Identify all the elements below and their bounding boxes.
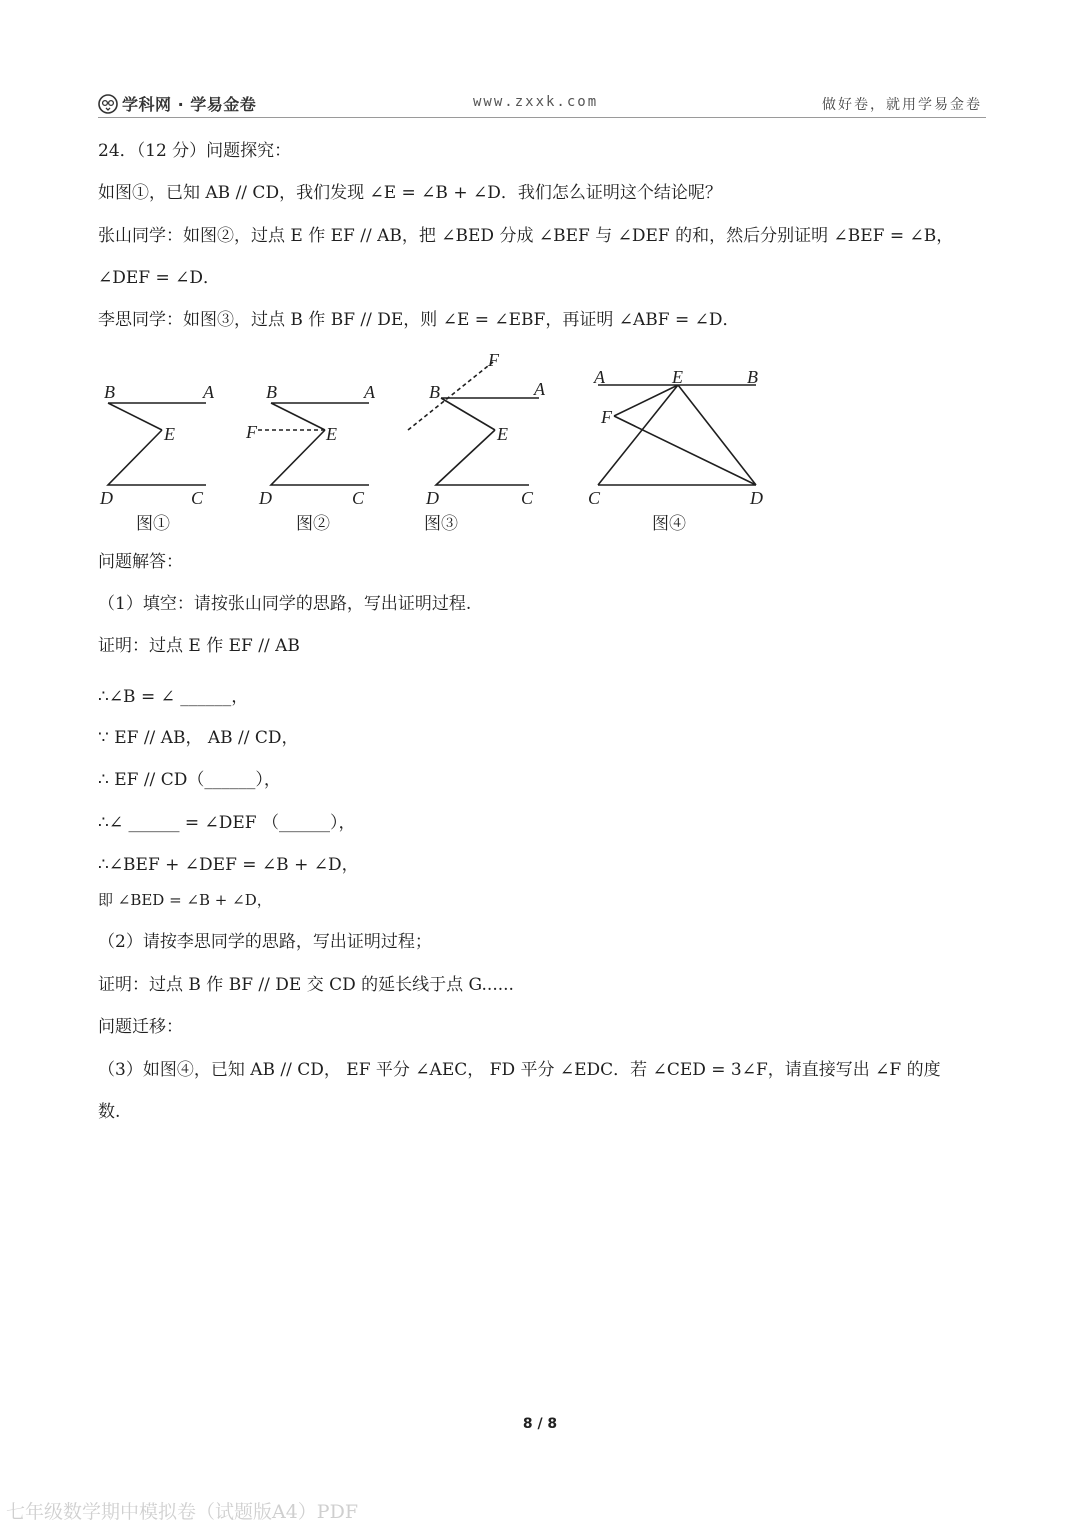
header-slogan: 做好卷，就用学易金卷 (822, 97, 982, 113)
figures-drawing (96, 352, 776, 512)
figures (96, 352, 776, 537)
proof-step-1: ∴∠B = ∠ ______， (98, 687, 249, 707)
fig2-label-b: B (266, 382, 277, 402)
fig4-lines (598, 385, 756, 485)
part3-line-2: 数. (98, 1102, 121, 1122)
owl-logo-icon (98, 94, 118, 114)
fig3-label-b: B (429, 382, 440, 402)
zhang-line-1: 张山同学：如图②，过点 E 作 EF // AB，把 ∠BED 分成 ∠BEF 与 ∠DEF 的和，然后分别证明 ∠BEF = ∠B， (98, 226, 954, 246)
transfer-heading: 问题迁移： (98, 1017, 183, 1037)
fig2-caption: 图② (296, 514, 330, 534)
proof-step-3: ∴ EF // CD（______）， (98, 770, 281, 790)
fig4-label-f: F (601, 407, 612, 427)
fig3-label-c: C (521, 488, 534, 508)
proof-step-4: ∴∠ ______ = ∠DEF （______）， (98, 813, 356, 833)
proof-start: 证明：过点 E 作 EF // AB (98, 636, 300, 656)
fig1-label-b: B (104, 382, 115, 402)
fig2-label-a: A (364, 382, 375, 402)
fig4-label-b: B (747, 367, 758, 387)
fig2-label-e: E (326, 424, 337, 444)
page-number: 8 / 8 (522, 1416, 558, 1432)
proof-step-2: ∵ EF // AB， AB // CD， (98, 728, 299, 748)
site-url: www.zxxk.com (473, 94, 599, 110)
fig1-label-c: C (191, 488, 204, 508)
watermark: 七年级数学期中模拟卷（试题版A4）PDF (6, 1501, 359, 1523)
fig1-label-e: E (164, 424, 175, 444)
part2-proof: 证明：过点 B 作 BF // DE 交 CD 的延长线于点 G...... (98, 975, 514, 995)
question-intro: 如图①，已知 AB // CD，我们发现 ∠E = ∠B + ∠D．我们怎么证明这个结论呢？ (98, 183, 722, 203)
fig4-label-d: D (750, 488, 763, 508)
logo (98, 92, 256, 115)
fig4-label-e: E (672, 367, 683, 387)
part3-line-1: （3）如图④，已知 AB // CD， EF 平分 ∠AEC， FD 平分 ∠EDC．若 ∠CED = 3∠F，请直接写出 ∠F 的度 (98, 1060, 941, 1080)
fig2-lines (271, 403, 369, 485)
fig3-label-e: E (497, 424, 508, 444)
page-header (98, 88, 986, 118)
part2-title: （2）请按李思同学的思路，写出证明过程； (98, 932, 432, 952)
fig3-caption: 图③ (424, 514, 458, 534)
fig1-caption: 图① (136, 514, 170, 534)
fig1-label-d: D (100, 488, 113, 508)
fig3-label-d: D (426, 488, 439, 508)
question-title: 24．（12 分）问题探究： (98, 141, 292, 161)
logo-text: 学科网 · 学易金卷 (122, 95, 257, 114)
fig2-label-d: D (259, 488, 272, 508)
fig1-lines (108, 403, 206, 485)
fig4-caption: 图④ (652, 514, 686, 534)
fig4-label-a: A (594, 367, 605, 387)
proof-step-5: ∴∠BEF + ∠DEF = ∠B + ∠D， (98, 855, 359, 875)
fig3-lines (436, 398, 539, 485)
part1-title: （1）填空：请按张山同学的思路，写出证明过程. (98, 594, 472, 614)
fig3-dashed-bf (408, 362, 493, 430)
zhang-line-2: ∠DEF = ∠D． (98, 268, 221, 288)
fig2-label-c: C (352, 488, 365, 508)
fig3-label-a: A (534, 379, 545, 399)
li-line: 李思同学：如图③，过点 B 作 BF // DE，则 ∠E = ∠EBF，再证明 ∠ABF = ∠D． (98, 310, 740, 330)
fig1-label-a: A (203, 382, 214, 402)
proof-step-6: 即 ∠BED = ∠B + ∠D， (98, 891, 272, 909)
fig4-label-c: C (588, 488, 601, 508)
fig3-label-f: F (488, 352, 499, 370)
solution-heading: 问题解答： (98, 552, 183, 572)
fig2-label-f: F (246, 422, 257, 442)
